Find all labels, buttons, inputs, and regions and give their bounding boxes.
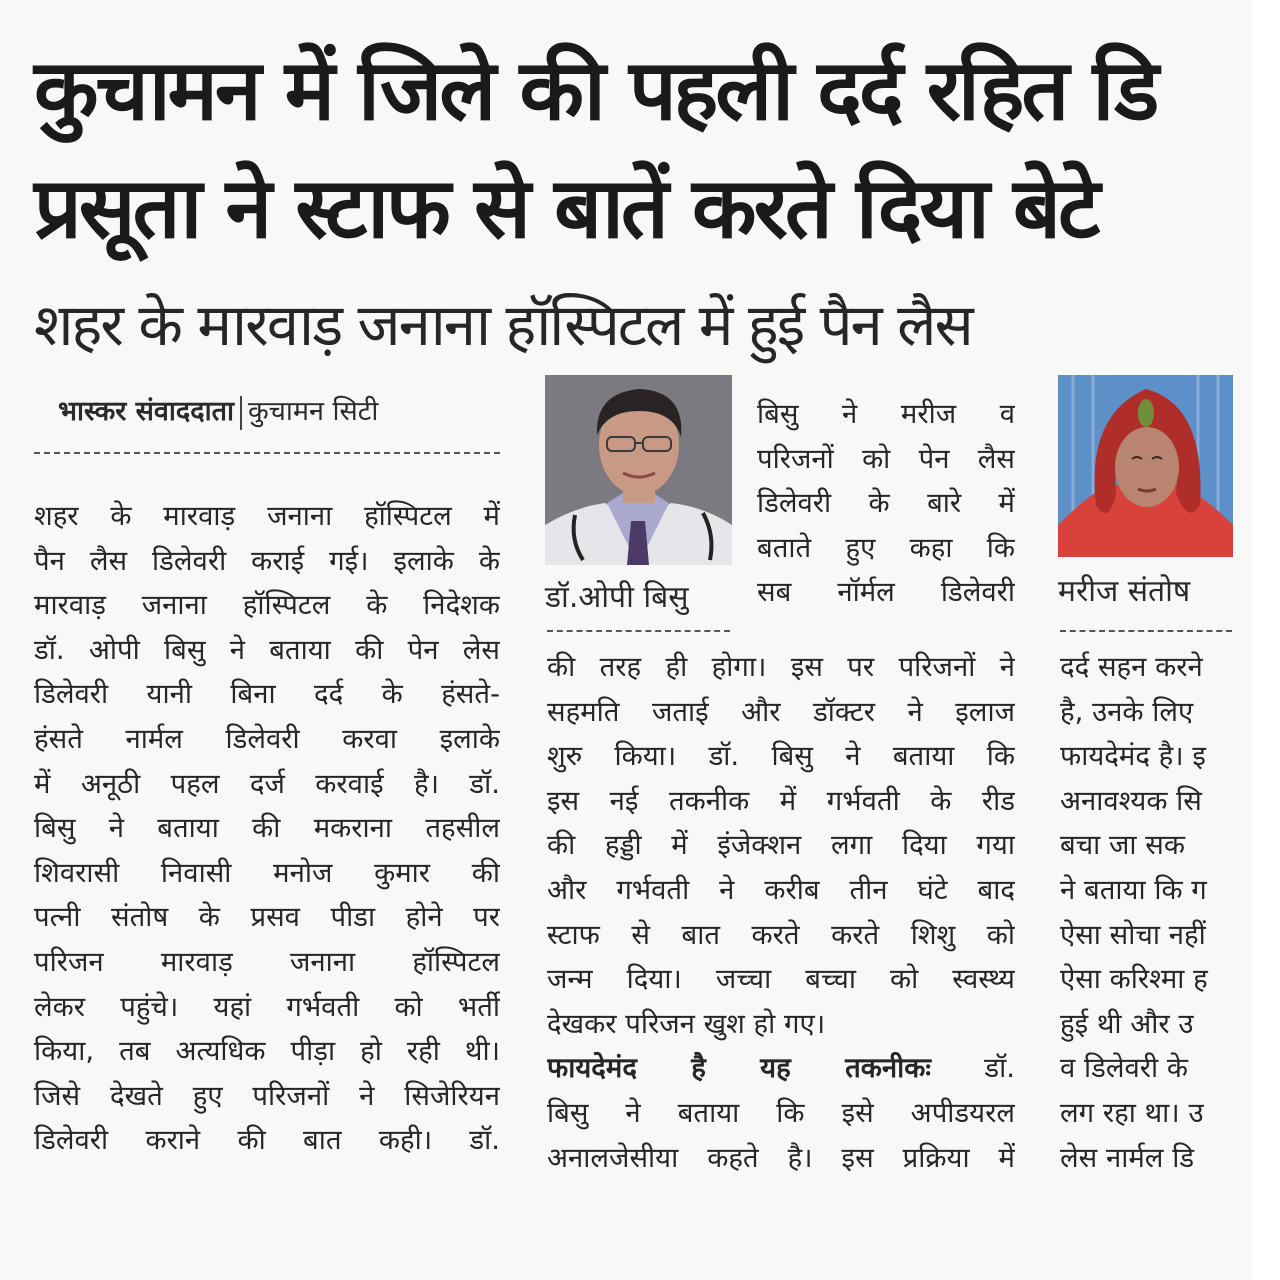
- text-line: इस नई तकनीक में गर्भवती के रीड: [547, 784, 1015, 817]
- text-line: अनावश्यक सि: [1060, 784, 1202, 817]
- patient-caption-divider: [1060, 630, 1232, 632]
- byline-divider: [34, 452, 500, 454]
- article-column-middle-beside-photo: [757, 392, 1015, 615]
- text-line: है, उनके लिए: [1060, 695, 1194, 728]
- text-line: बिसु ने बताया कि इसे अपीडयरल: [547, 1096, 1015, 1129]
- text-line: लेस नार्मल डि: [1060, 1141, 1195, 1174]
- text-line: डिलेवरी के बारे में: [757, 487, 1015, 520]
- article-column-left: [34, 494, 500, 1163]
- text-line: पैन लैस डिलेवरी कराई गई। इलाके के: [34, 544, 500, 577]
- doctor-caption-divider: [547, 630, 730, 632]
- doctor-caption: डॉ.ओपी बिसु: [545, 580, 689, 615]
- text-line: बचा जा सक: [1060, 829, 1186, 862]
- byline-reporter: भास्कर संवाददाता: [58, 396, 234, 427]
- text-line: और गर्भवती ने करीब तीन घंटे बाद: [547, 873, 1015, 906]
- text-line: दर्द सहन करने: [1060, 651, 1203, 683]
- text-line: लेकर पहुंचे। यहां गर्भवती को भर्ती: [34, 990, 500, 1023]
- headline-line-2: प्रसूता ने स्टाफ से बातें करते दिया बेटे: [34, 159, 1098, 257]
- text-line: बिसु ने बताया की मकराना तहसील: [34, 812, 500, 845]
- text-line: फायदेमंद है। इ: [1060, 740, 1206, 773]
- doctor-photo: [545, 375, 732, 565]
- article-column-right: [1060, 645, 1252, 1180]
- text-line: परिजन मारवाड़ जनाना हॉस्पिटल: [34, 945, 500, 978]
- text-line: लग रहा था। उ: [1060, 1096, 1204, 1129]
- text-line: स्टाफ से बात करते करते शिशु को: [547, 918, 1015, 951]
- headline-line-1: कुचामन में जिले की पहली दर्द रहित डि: [34, 41, 1157, 139]
- doctor-portrait-image: [545, 375, 732, 565]
- text-line: व डिलेवरी के: [1060, 1052, 1189, 1085]
- byline-place: कुचामन सिटी: [247, 396, 379, 427]
- text-line: किया, तब अत्यधिक पीड़ा हो रही थी।: [34, 1035, 500, 1068]
- text-line: मारवाड़ जनाना हॉस्पिटल के निदेशक: [34, 589, 500, 622]
- section-subhead: फायदेमंद है यह तकनीकः: [547, 1052, 931, 1085]
- patient-caption: मरीज संतोष: [1058, 574, 1191, 609]
- text-line: सहमति जताई और डॉक्टर ने इलाज: [547, 695, 1015, 728]
- text-line: अनालजेसीया कहते है। इस प्रक्रिया में: [547, 1141, 1015, 1174]
- byline: [58, 392, 378, 432]
- text-line: ऐसा करिश्मा ह: [1060, 963, 1208, 996]
- text-line: शिवरासी निवासी मनोज कुमार की: [34, 856, 500, 889]
- text-line: डिलेवरी कराने की बात कही। डॉ.: [34, 1124, 500, 1157]
- text-line: शहर के मारवाड़ जनाना हॉस्पिटल में: [34, 500, 500, 532]
- text-line: पत्नी संतोष के प्रसव पीडा होने पर: [34, 901, 500, 934]
- text-line: हंसते नार्मल डिलेवरी करवा इलाके: [34, 722, 500, 755]
- article-column-middle: [547, 645, 1015, 1180]
- text-line: ने बताया कि ग: [1060, 873, 1207, 906]
- text-line: की हड्डी में इंजेक्शन लगा दिया गया: [547, 829, 1015, 862]
- subhead-line: [547, 1046, 1015, 1091]
- text-line: डिलेवरी यानी बिना दर्द के हंसते-: [34, 678, 500, 711]
- text-line: में अनूठी पहल दर्ज करवाई है। डॉ.: [34, 767, 500, 800]
- text-line: की तरह ही होगा। इस पर परिजनों ने: [547, 651, 1015, 683]
- text-line: डॉ. ओपी बिसु ने बताया की पेन लेस: [34, 633, 500, 666]
- text-line: हुई थी और उ: [1060, 1007, 1194, 1040]
- text-line: जन्म दिया। जच्चा बच्चा को स्वस्थ्य: [547, 963, 1015, 996]
- text-line: बताते हुए कहा कि: [757, 531, 1015, 564]
- subheadline: शहर के मारवाड़ जनाना हॉस्पिटल में हुई पैन लैस: [34, 291, 972, 359]
- text-line: ऐसा सोचा नहीं: [1060, 918, 1206, 951]
- section-subhead-rest: डॉ.: [930, 1052, 1015, 1085]
- text-line: परिजनों को पेन लैस: [757, 442, 1015, 475]
- text-line: शुरु किया। डॉ. बिसु ने बताया कि: [547, 740, 1015, 773]
- patient-photo: [1058, 375, 1233, 557]
- text-line: देखकर परिजन खुश हो गए।: [547, 1007, 826, 1040]
- byline-separator: [240, 396, 242, 430]
- patient-portrait-image: [1058, 375, 1233, 557]
- text-line: जिसे देखते हुए परिजनों ने सिजेरियन: [34, 1079, 500, 1112]
- text-line: बिसु ने मरीज व: [757, 398, 1015, 430]
- text-line: सब नॉर्मल डिलेवरी: [757, 576, 1015, 609]
